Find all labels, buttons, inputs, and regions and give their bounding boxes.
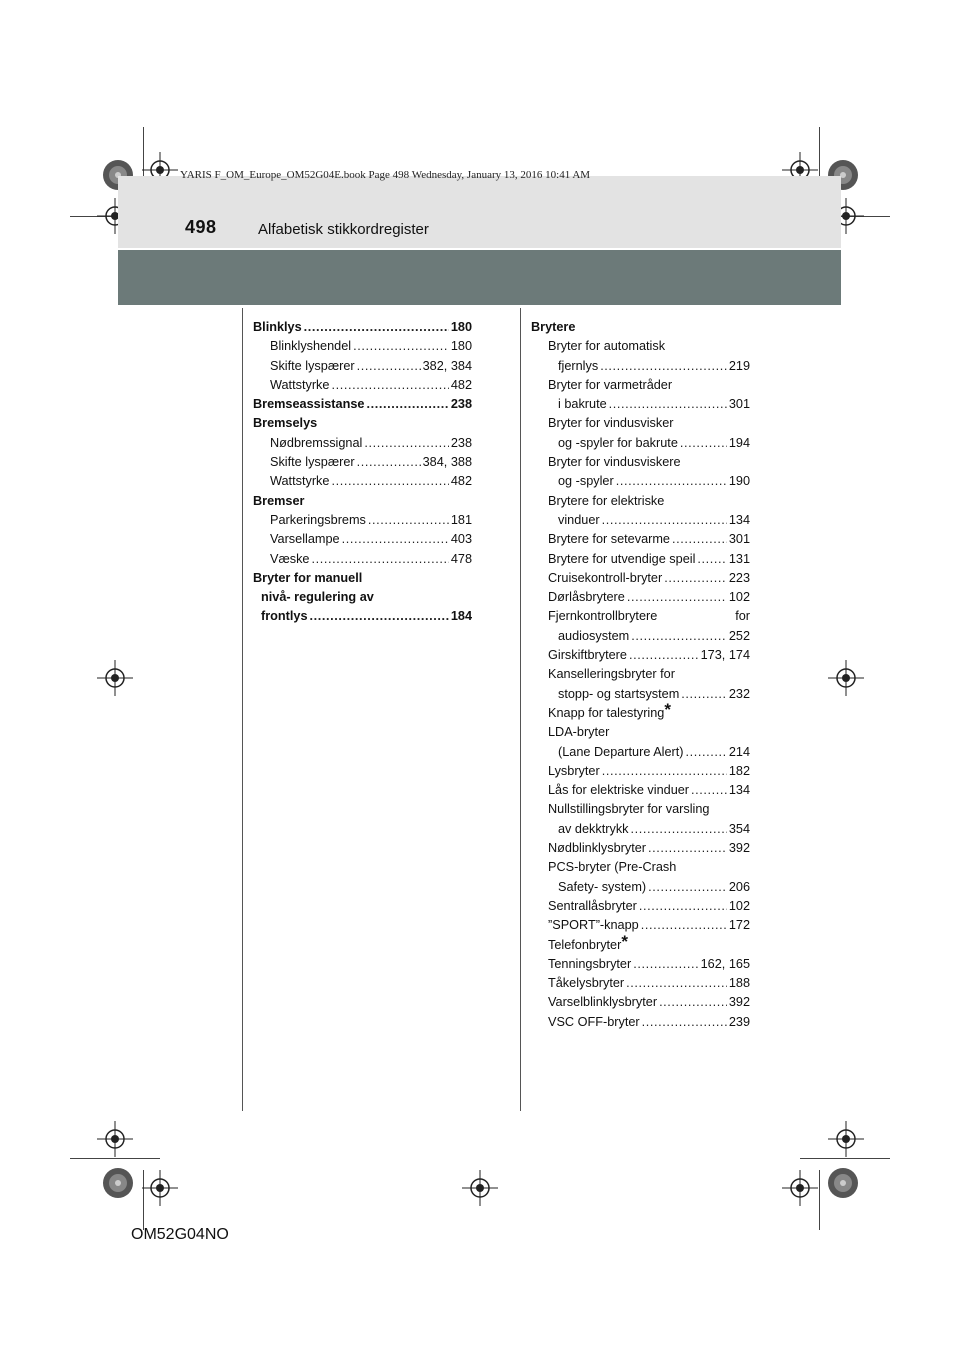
index-column-left xyxy=(253,318,472,627)
index-entry: frontlys ..... 184 xyxy=(253,607,472,626)
index-heading: Brytere xyxy=(531,320,576,334)
sunburst-mark-icon xyxy=(98,1163,138,1203)
index-entry: Blinklyshendel ..... 180 xyxy=(253,337,472,356)
index-subheading: Brytere for elektriske xyxy=(548,493,665,508)
crop-mark xyxy=(800,1158,890,1159)
column-divider xyxy=(520,308,521,1111)
column-divider xyxy=(242,308,243,1111)
index-entry: og -spyler ..... 190 xyxy=(531,472,750,491)
index-entry: Nødblinklysbryter ..... 392 xyxy=(531,839,750,858)
index-subheading: Nullstillingsbryter for varsling xyxy=(548,802,710,817)
index-subheading: Bryter for vindusviskere xyxy=(548,455,681,470)
index-entry: Wattstyrke ..... 482 xyxy=(253,472,472,491)
index-entry: Sentrallåsbryter ..... 102 xyxy=(531,897,750,916)
header-band xyxy=(118,176,841,248)
crosshair-mark-icon xyxy=(97,1121,133,1157)
section-title: Alfabetisk stikkordregister xyxy=(258,221,429,238)
index-entry: Girskiftbrytere ..... 173, 174 xyxy=(531,646,750,665)
index-entry: Cruisekontroll-bryter ..... 223 xyxy=(531,569,750,588)
index-subheading: Bryter for varmetråder xyxy=(548,377,673,392)
index-entry: Bremseassistanse ..... 238 xyxy=(253,395,472,414)
crop-mark xyxy=(70,1158,160,1159)
index-heading: Bryter for manuell xyxy=(253,570,363,585)
index-entry: Tåkelysbryter ..... 188 xyxy=(531,974,750,993)
index-entry: Skifte lyspærer ..... 384, 388 xyxy=(253,453,472,472)
index-entry: Safety- system) ..... 206 xyxy=(531,878,750,897)
document-code: OM52G04NO xyxy=(131,1226,229,1243)
index-entry: Varselblinklysbryter ..... 392 xyxy=(531,993,750,1012)
index-entry: vinduer ..... 134 xyxy=(531,511,750,530)
index-entry: Parkeringsbrems ..... 181 xyxy=(253,511,472,530)
index-entry: Nødbremssignal ..... 238 xyxy=(253,434,472,453)
crop-mark xyxy=(819,1170,820,1230)
index-entry: Væske ..... 478 xyxy=(253,550,472,569)
index-subheading: Knapp for talestyring* xyxy=(548,699,671,720)
index-column-right xyxy=(531,318,750,1032)
index-subheading: Bryter for vindusvisker xyxy=(548,416,674,431)
index-heading: Bremser xyxy=(253,493,305,508)
index-heading-continued: nivå- regulering av xyxy=(261,590,374,605)
sunburst-mark-icon xyxy=(823,1163,863,1203)
index-subheading: PCS-bryter (Pre-Crash xyxy=(548,860,677,875)
index-subheading: Telefonbryter* xyxy=(548,931,628,952)
crosshair-mark-icon xyxy=(782,1170,818,1206)
index-entry: fjernlys ..... 219 xyxy=(531,357,750,376)
index-subheading: Kanselleringsbryter for xyxy=(548,667,675,682)
index-subheading: Bryter for automatisk xyxy=(548,339,666,354)
asterisk-mark: * xyxy=(664,699,671,719)
index-entry: i bakrute ..... 301 xyxy=(531,395,750,414)
index-entry: Skifte lyspærer ..... 382, 384 xyxy=(253,357,472,376)
index-entry: Brytere for utvendige speil ..... 131 xyxy=(531,550,750,569)
index-entry: Fjernkontrollbrytere for xyxy=(548,609,750,624)
crosshair-mark-icon xyxy=(142,1170,178,1206)
index-entry: Varsellampe ..... 403 xyxy=(253,530,472,549)
index-entry: Dørlåsbrytere ..... 102 xyxy=(531,588,750,607)
index-entry: (Lane Departure Alert) ..... 214 xyxy=(531,743,750,762)
index-entry: stopp- og startsystem ..... 232 xyxy=(531,685,750,704)
index-subheading: LDA-bryter xyxy=(548,725,610,740)
index-entry: Lås for elektriske vinduer ..... 134 xyxy=(531,781,750,800)
index-entry: Brytere for setevarme ..... 301 xyxy=(531,530,750,549)
index-entry: Wattstyrke ..... 482 xyxy=(253,376,472,395)
print-header: YARIS F_OM_Europe_OM52G04E.book Page 498 Wednesday, January 13, 2016 10:41 AM xyxy=(180,169,591,181)
page-number: 498 xyxy=(185,217,217,237)
index-entry: ”SPORT”-knapp ..... 172 xyxy=(531,916,750,935)
crosshair-mark-icon xyxy=(828,660,864,696)
asterisk-mark: * xyxy=(621,931,628,951)
index-entry: av dekktrykk ..... 354 xyxy=(531,820,750,839)
crosshair-mark-icon xyxy=(462,1170,498,1206)
index-entry: Blinklys ..... 180 xyxy=(253,318,472,337)
index-entry: Lysbryter ..... 182 xyxy=(531,762,750,781)
index-entry: VSC OFF-bryter ..... 239 xyxy=(531,1013,750,1032)
index-entry: audiosystem ..... 252 xyxy=(531,627,750,646)
crosshair-mark-icon xyxy=(97,660,133,696)
index-heading: Bremselys xyxy=(253,416,318,431)
crosshair-mark-icon xyxy=(828,1121,864,1157)
index-entry: Tenningsbryter ..... 162, 165 xyxy=(531,955,750,974)
index-entry: og -spyler for bakrute ..... 194 xyxy=(531,434,750,453)
header-dark-band xyxy=(118,250,841,305)
